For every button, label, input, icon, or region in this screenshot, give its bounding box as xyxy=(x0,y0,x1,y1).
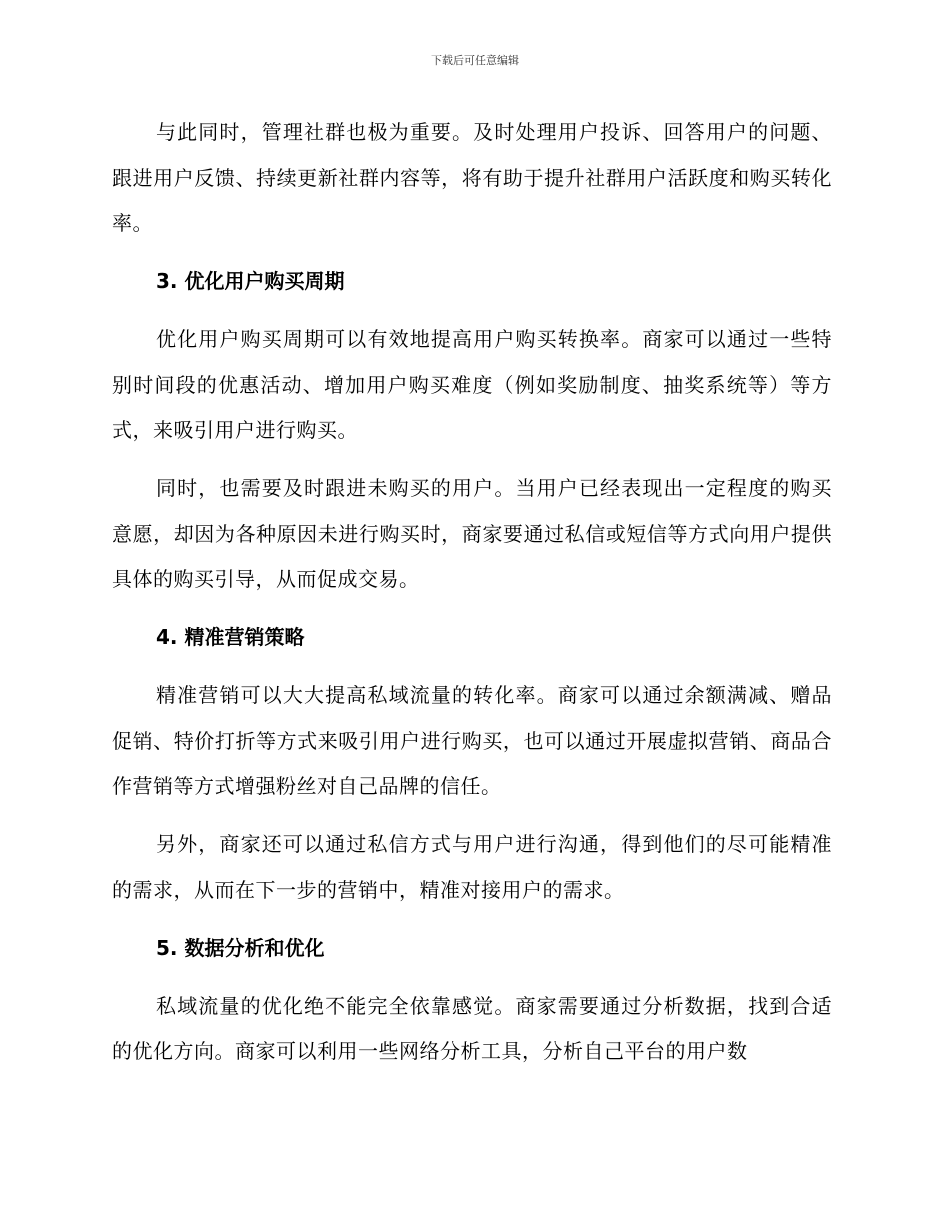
paragraph-purchase-cycle: 优化用户购买周期可以有效地提高用户购买转换率。商家可以通过一些特别时间段的优惠活动、增加用户购买难度（例如奖励制度、抽奖系统等）等方式，来吸引用户进行购买。 xyxy=(112,327,832,442)
section-heading-3: 3. 优化用户购买周期 xyxy=(156,269,345,293)
section-heading-5: 5. 数据分析和优化 xyxy=(156,935,325,960)
section-heading-4: 4. 精准营销策略 xyxy=(156,625,305,649)
paragraph-data-analysis: 私域流量的优化绝不能完全依靠感觉。商家需要通过分析数据，找到合适的优化方向。商家可以利用一些网络分析工具，分析自己平台的用户数 xyxy=(112,993,832,1063)
page-header: 下载后可任意编辑 xyxy=(431,54,519,67)
paragraph-community-management: 与此同时，管理社群也极为重要。及时处理用户投诉、回答用户的问题、跟进用户反馈、持续更新社群内容等，将有助于提升社群用户活跃度和购买转化率。 xyxy=(112,120,832,235)
document-body xyxy=(112,110,832,1075)
paragraph-private-message: 另外，商家还可以通过私信方式与用户进行沟通，得到他们的尽可能精准的需求，从而在下一步的营销中，精准对接用户的需求。 xyxy=(112,832,832,902)
paragraph-follow-up: 同时，也需要及时跟进未购买的用户。当用户已经表现出一定程度的购买意愿，却因为各种原因未进行购买时，商家要通过私信或短信等方式向用户提供具体的购买引导，从而促成交易。 xyxy=(112,476,832,591)
paragraph-precision-marketing: 精准营销可以大大提高私域流量的转化率。商家可以通过余额满减、赠品促销、特价打折等方式来吸引用户进行购买，也可以通过开展虚拟营销、商品合作营销等方式增强粉丝对自己品牌的信任。 xyxy=(112,683,832,798)
